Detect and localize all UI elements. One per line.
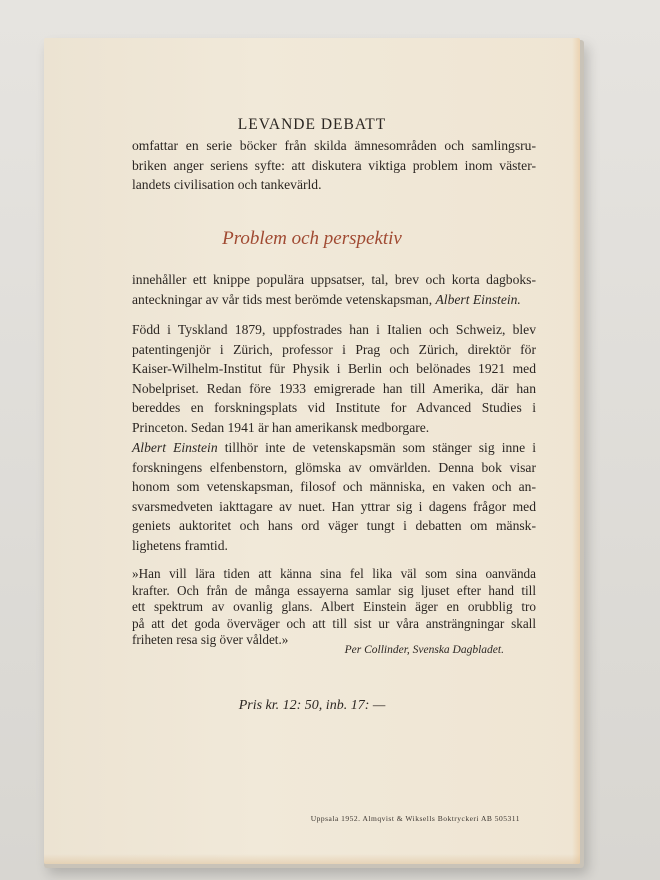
text-line: briken anger seriens syfte: att diskutera viktiga problem inom väster- [132, 157, 536, 173]
author-name: Albert Einstein [132, 440, 218, 455]
text-segment: anteckningar av vår tids mest berömde vetenskapsman, [132, 291, 436, 307]
text-line: lighetens framtid. [132, 537, 228, 553]
text-line [132, 438, 536, 458]
book-back-cover [44, 38, 580, 864]
text-line: friheten resa sig över våldet.» [132, 632, 289, 647]
text-line: krafter. Och från de många essayerna samlar sig ljuset efter hand till [132, 582, 536, 598]
text-line: Kaiser-Wilhelm-Institut für Physik i Berlin och belönades 1921 med [132, 361, 536, 376]
text-line: Född i Tyskland 1879, uppfostrades han i Italien och Schweiz, blev [132, 322, 536, 337]
author-name: Albert Einstein. [435, 291, 521, 307]
book-title: Problem och perspektiv [222, 228, 402, 249]
text-line: forskningens elfenbenstorn, glömska av omvärlden. Denna bok visar [132, 459, 536, 475]
text-line: innehåller ett knippe populära uppsatser, tal, brev och korta dagboks- [132, 272, 536, 287]
series-title: LEVANDE DEBATT [237, 116, 387, 133]
text-line: Princeton. Sedan 1941 är han amerikansk medborgare. [132, 419, 430, 435]
text-line: landets civilisation och tankevärld. [132, 177, 322, 192]
printer-imprint: Uppsala 1952. Almqvist & Wiksells Boktryckeri AB 505311 [310, 814, 520, 823]
text-line: »Han vill lära tiden att känna sina fel lika väl som sina oanvända [132, 566, 536, 581]
text-line: omfattar en serie böcker från skilda ämnesområden och samlingsru- [132, 138, 536, 153]
text-line: på att det goda överväger och att till sist ur våra ansträngningar skall [132, 615, 536, 631]
page-edge-bottom [44, 854, 580, 864]
text-line: patentingenjör i Zürich, professor i Prag och Zürich, direktör för [132, 341, 536, 357]
text-line: honom som vetenskapsman, filosof och människa, en vaken och an- [132, 479, 536, 494]
text-segment: tillhör inte de vetenskapsmän som stänger sig inne i [217, 440, 536, 455]
text-line: Nobelpriset. Redan före 1933 emigrerade han till Amerika, där han [132, 380, 536, 396]
text-line [132, 290, 536, 310]
price-label: Pris kr. 12: 50, inb. 17: — [238, 698, 386, 713]
review-quote [132, 566, 536, 649]
biography-paragraph [132, 320, 536, 437]
contents-paragraph [132, 270, 536, 309]
character-paragraph [132, 438, 536, 555]
text-line: geniets auktoritet och hans ord väger tungt i debatten om mänsk- [132, 518, 536, 533]
series-description [132, 136, 536, 195]
quote-attribution: Per Collinder, Svenska Dagbladet. [344, 644, 504, 656]
text-line: svarsmedveten iakttagare av nuet. Han yttrar sig i dagens frågor med [132, 498, 536, 514]
text-line: ett spektrum av ovanlig glans. Albert Einstein äger en orubblig tro [132, 599, 536, 614]
text-line: bereddes en forskningsplats vid Institute for Advanced Studies i [132, 400, 536, 415]
page-edge-right [572, 38, 580, 864]
